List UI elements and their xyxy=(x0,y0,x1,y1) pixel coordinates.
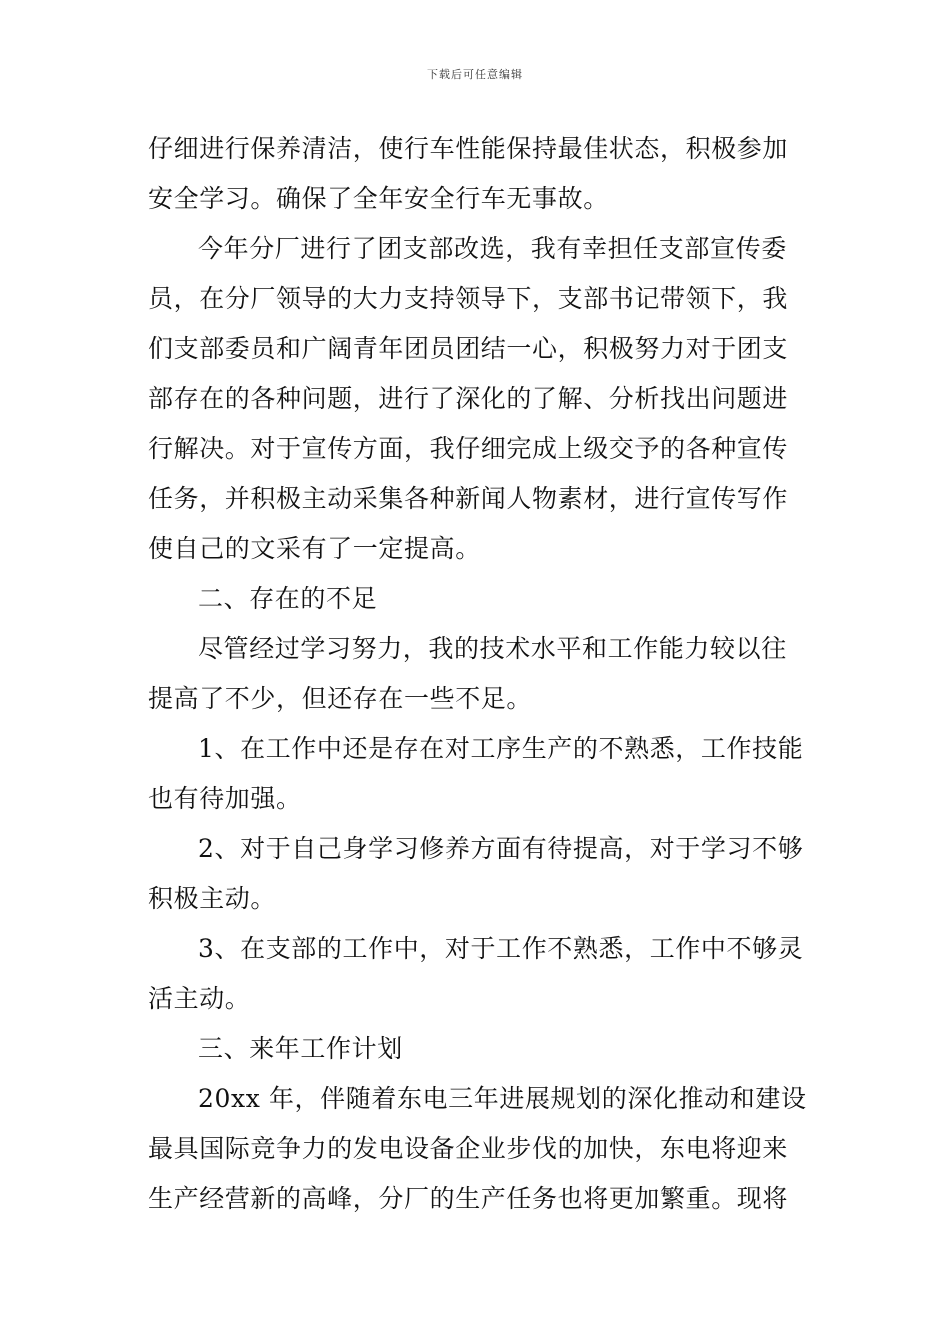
text-line: 任务，并积极主动采集各种新闻人物素材，进行宣传写作 xyxy=(148,484,789,513)
text-line: 们支部委员和广阔青年团员团结一心，积极努力对于团支 xyxy=(148,334,789,363)
text-line: 也有待加强。 xyxy=(148,784,302,813)
text-line: 活主动。 xyxy=(148,984,251,1013)
text-line: 最具国际竞争力的发电设备企业步伐的加快，东电将迎来 xyxy=(148,1134,789,1163)
list-item-line: 1、在工作中还是存在对工序生产的不熟悉，工作技能 xyxy=(198,734,804,763)
section-heading: 三、来年工作计划 xyxy=(198,1034,403,1063)
text-line: 部存在的各种问题，进行了深化的了解、分析找出问题进 xyxy=(148,384,789,413)
text-line: 行解决。对于宣传方面，我仔细完成上级交予的各种宣传 xyxy=(148,434,789,463)
paragraph-start-line: 今年分厂进行了团支部改选，我有幸担任支部宣传委 xyxy=(198,234,787,263)
document-body xyxy=(148,124,808,1224)
text-line: 生产经营新的高峰，分厂的生产任务也将更加繁重。现将 xyxy=(148,1184,789,1213)
list-item-line: 2、对于自己身学习修养方面有待提高，对于学习不够 xyxy=(198,834,804,863)
section-heading: 二、存在的不足 xyxy=(198,584,378,613)
text-line: 仔细进行保养清洁，使行车性能保持最佳状态，积极参加 xyxy=(148,134,789,163)
text-line: 积极主动。 xyxy=(148,884,277,913)
paragraph-start-line: 20xx 年，伴随着东电三年进展规划的深化推动和建设 xyxy=(198,1084,807,1113)
text-line: 员，在分厂领导的大力支持领导下，支部书记带领下，我 xyxy=(148,284,789,313)
text-line: 使自己的文采有了一定提高。 xyxy=(148,534,481,563)
text-line: 安全学习。确保了全年安全行车无事故。 xyxy=(148,184,609,213)
text-line: 提高了不少，但还存在一些不足。 xyxy=(148,684,533,713)
list-item-line: 3、在支部的工作中，对于工作不熟悉，工作中不够灵 xyxy=(198,934,804,963)
download-editable-note: 下载后可任意编辑 xyxy=(427,68,523,81)
paragraph-start-line: 尽管经过学习努力，我的技术水平和工作能力较以往 xyxy=(198,634,787,663)
